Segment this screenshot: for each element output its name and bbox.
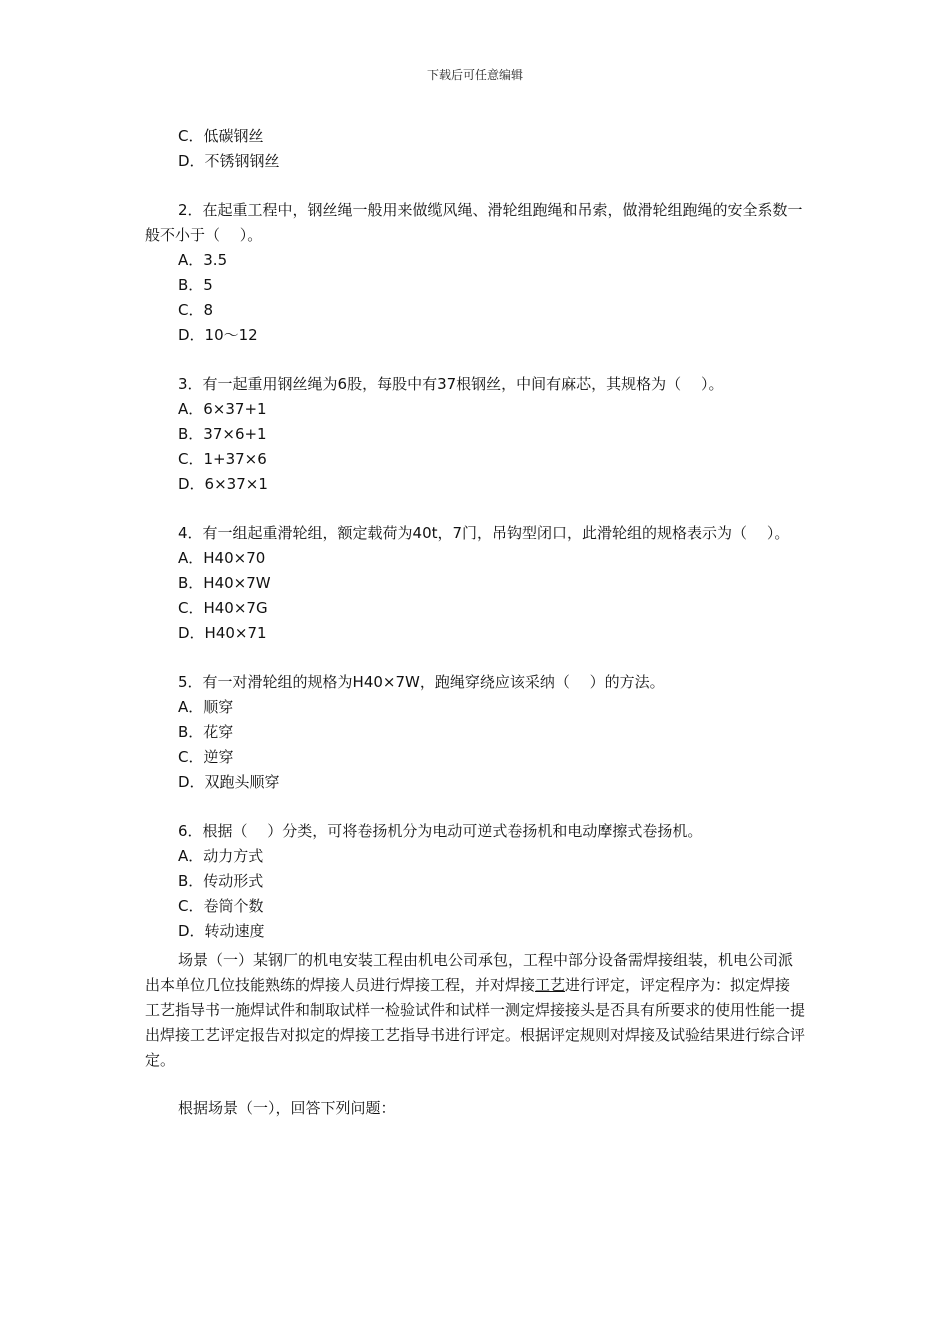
option: B．37×6+1 [178,425,267,443]
question-3 [145,372,805,497]
option: A．H40×70 [178,549,266,567]
option: C．1+37×6 [178,450,267,468]
answer-prompt: 根据场景（一），回答下列问题： [178,1099,396,1117]
option: D．6×37×1 [178,475,268,493]
question-stem: 5．有一对滑轮组的规格为H40×7W，跑绳穿绕应该采纳（ ）的方法。 [178,673,665,691]
option: C．H40×7G [178,599,268,617]
option: D．双跑头顺穿 [178,773,280,791]
option: B．5 [178,276,213,294]
question-stem: 2．在起重工程中，钢丝绳一般用来做缆风绳、滑轮组跑绳和吊索，做滑轮组跑绳的安全系数一般不小于（ ）。 [145,201,803,244]
option: D．H40×71 [178,624,267,642]
question-stem: 6．根据（ ）分类，可将卷扬机分为电动可逆式卷扬机和电动摩擦式卷扬机。 [178,822,703,840]
option: A．3.5 [178,251,228,269]
scenario-text: 场景（一）某钢厂的机电安装工程由机电公司承包，工程中部分设备需焊接组装，机电公司派出本单位几位技能熟练的焊接人员进行焊接工程，并对焊接 [145,951,794,994]
option: D．转动速度 [178,922,265,940]
option: B．H40×7W [178,574,271,592]
option: A．6×37+1 [178,400,267,418]
scenario-text: 进行评定，评定程序为：拟定焊接工艺指导书一施焊试件和制取试样一检验试件和试样一测定焊接接头是否具有所要求的使用性能一提出焊接工艺评定报告对拟定的焊接工艺指导书进行评定。根据评定规则对焊接及试验结果进行综合评定。 [145,976,806,1069]
question-1-tail [145,124,805,174]
document-body [145,124,805,1121]
option: A．动力方式 [178,847,264,865]
option: D．不锈钢钢丝 [178,152,280,170]
underlined-term: 工艺 [535,976,566,994]
option: C．逆穿 [178,748,234,766]
option: A．顺穿 [178,698,234,716]
question-6 [145,819,805,944]
option: C．卷筒个数 [178,897,264,915]
option: C．低碳钢丝 [178,127,264,145]
question-stem: 3．有一起重用钢丝绳为6股，每股中有37根钢丝，中间有麻芯，其规格为（ ）。 [178,375,724,393]
scenario-paragraph [145,948,805,1073]
option: B．传动形式 [178,872,264,890]
question-5 [145,670,805,795]
question-stem: 4．有一组起重滑轮组，额定载荷为40t，7门，吊钩型闭口，此滑轮组的规格表示为（ ）。 [178,524,790,542]
option: B．花穿 [178,723,234,741]
question-2 [145,198,805,348]
page-header: 下载后可任意编辑 [426,68,523,82]
option: C．8 [178,301,214,319]
question-4 [145,521,805,646]
option: D．10～12 [178,326,258,344]
